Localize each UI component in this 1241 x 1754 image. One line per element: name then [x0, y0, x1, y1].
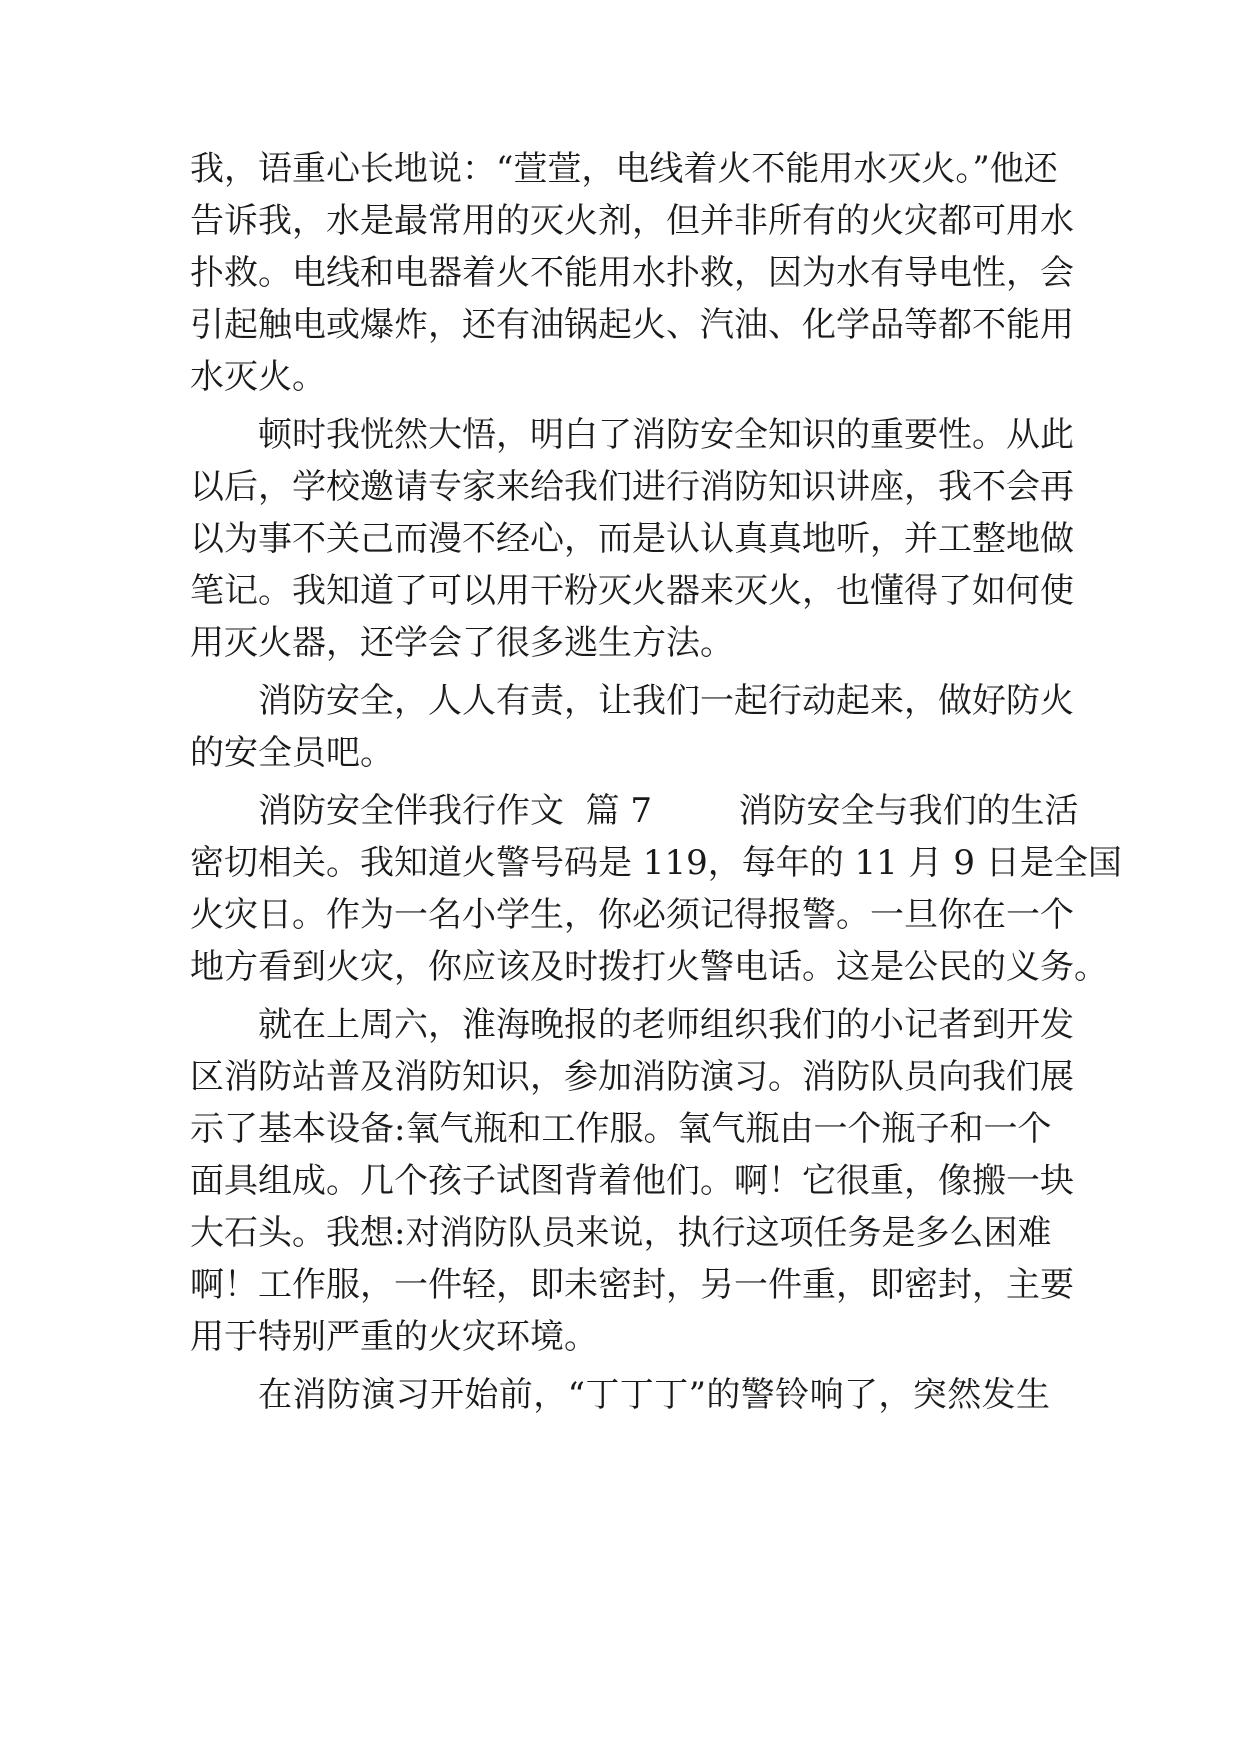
text-line: 告诉我，水是最常用的灭火剂，但并非所有的火灾都可用水 [190, 201, 1074, 241]
paragraph-first-line: 顿时我恍然大悟，明白了消防安全知识的重要性。从此 [258, 415, 1074, 455]
paragraph-first-line: 消防安全，人人有责，让我们一起行动起来，做好防火 [258, 681, 1074, 721]
text-line: 火灾日。作为一名小学生，你必须记得报警。一旦你在一个 [190, 895, 1074, 935]
text-line: 笔记。我知道了可以用干粉灭火器来灭火，也懂得了如何使 [190, 571, 1074, 611]
text-line: 水灭火。 [190, 357, 326, 397]
text-line: 用于特别严重的火灾环境。 [190, 1317, 598, 1357]
text-line: 用灭火器，还学会了很多逃生方法。 [190, 623, 734, 663]
text-line: 区消防站普及消防知识，参加消防演习。消防队员向我们展 [190, 1057, 1074, 1097]
section-heading-line: 消防安全伴我行作文 篇 7 消防安全与我们的生活 [258, 791, 1079, 831]
paragraph-first-line: 在消防演习开始前，“丁丁丁”的警铃响了，突然发生 [258, 1375, 1050, 1415]
paragraph-first-line: 就在上周六，淮海晚报的老师组织我们的小记者到开发 [258, 1005, 1074, 1045]
text-line: 以为事不关己而漫不经心，而是认认真真地听，并工整地做 [190, 519, 1074, 559]
text-line: 以后，学校邀请专家来给我们进行消防知识讲座，我不会再 [190, 467, 1074, 507]
text-line: 示了基本设备:氧气瓶和工作服。氧气瓶由一个瓶子和一个 [190, 1109, 1052, 1149]
text-line: 我，语重心长地说：“萱萱，电线着火不能用水灭火。”他还 [190, 149, 1058, 189]
text-line: 大石头。我想:对消防队员来说，执行这项任务是多么困难 [190, 1213, 1052, 1253]
text-line: 面具组成。几个孩子试图背着他们。啊！它很重，像搬一块 [190, 1161, 1074, 1201]
text-line: 扑救。电线和电器着火不能用水扑救，因为水有导电性，会 [190, 253, 1074, 293]
text-line: 引起触电或爆炸，还有油锅起火、汽油、化学品等都不能用 [190, 305, 1074, 345]
text-line: 密切相关。我知道火警号码是 119，每年的 11 月 9 日是全国 [190, 843, 1122, 883]
text-line: 啊！工作服，一件轻，即未密封，另一件重，即密封，主要 [190, 1265, 1074, 1305]
text-line: 的安全员吧。 [190, 733, 394, 773]
text-line: 地方看到火灾，你应该及时拨打火警电话。这是公民的义务。 [190, 947, 1108, 987]
